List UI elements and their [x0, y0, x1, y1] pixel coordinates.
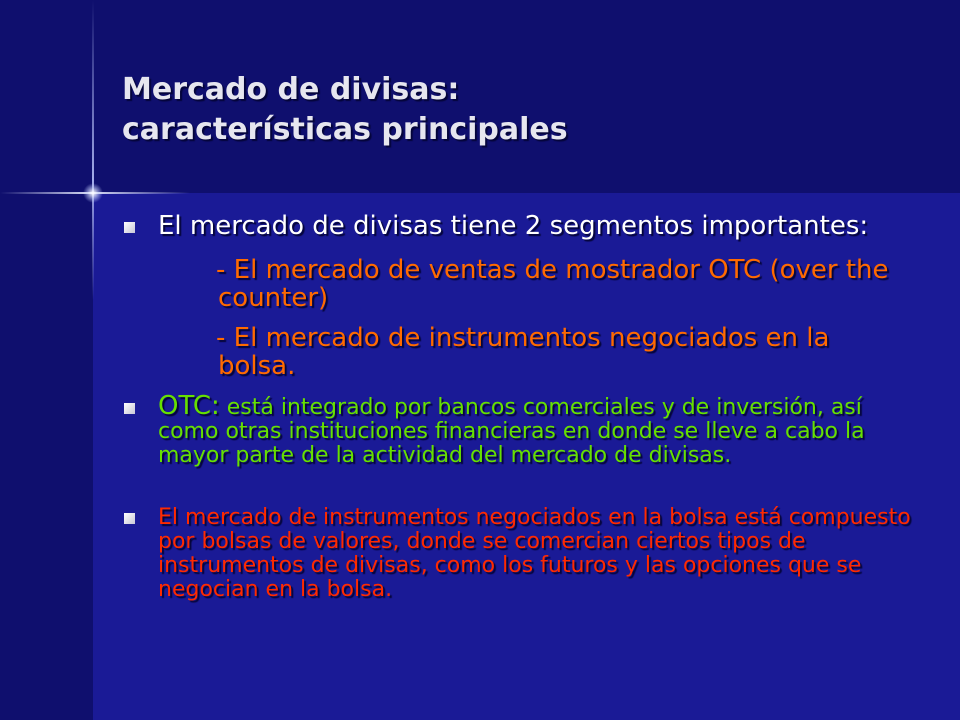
decorative-vertical-line: [92, 0, 94, 300]
bullet-segments-text: El mercado de divisas tiene 2 segmentos importantes:: [158, 211, 869, 241]
title-line-2: características principales: [122, 112, 568, 147]
bullet-segments: [122, 212, 912, 240]
bullet-otc-text: está integrado por bancos comerciales y de inversión, así como otras instituciones financieras en donde se lleve a cabo la mayor parte de la actividad del mercado de divisas.: [158, 395, 865, 468]
square-bullet-icon: [124, 403, 135, 414]
left-band: [0, 193, 93, 720]
slide-body: [122, 212, 912, 602]
bullet-otc-lead: OTC:: [158, 391, 220, 421]
slide-title: [122, 70, 568, 150]
subitem-otc: - El mercado de ventas de mostrador OTC (over the counter): [216, 255, 889, 313]
title-line-1: Mercado de divisas:: [122, 72, 460, 107]
bullet-exchange: [122, 506, 912, 602]
square-bullet-icon: [124, 513, 135, 524]
bullet-otc: [122, 391, 912, 468]
square-bullet-icon: [124, 222, 135, 233]
bullet-exchange-text: El mercado de instrumentos negociados en la bolsa está compuesto por bolsas de valores, donde se comercian ciertos tipos de instrumentos de divisas, como los futuros y las opciones que se negocian en la bolsa.: [158, 505, 911, 602]
subitem-exchange: - El mercado de instrumentos negociados en la bolsa.: [216, 323, 830, 381]
sparkle-icon: [83, 183, 103, 203]
